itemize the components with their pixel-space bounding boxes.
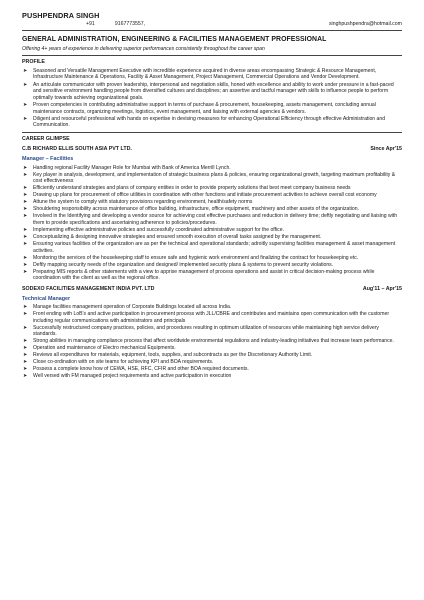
bullet-icon: ➤ (23, 185, 28, 192)
profile-list (22, 68, 402, 133)
bullet-icon: ➤ (23, 254, 28, 261)
phone-prefix: +91 (86, 21, 95, 28)
duty-item: ➤ Ensuring various facilities of the organization are as per the technical and operational standards; adroitly supervising facilities management & asset management activities. (23, 241, 396, 254)
duty-item: ➤ Manage facilities management operation of Corporate Buildings located all across India. (23, 304, 232, 311)
duty-item: ➤ Front ending with LoB's and active participation in procurement process with JLL/CBRE and contributes and maintains open communication with the customer including regular communications with administrators and principals (23, 311, 390, 324)
contact-row (22, 21, 402, 31)
bullet-icon: ➤ (23, 227, 28, 234)
bullet-icon: ➤ (23, 304, 28, 311)
job-dates: Aug'11 – Apr'15 (362, 285, 402, 292)
bullet-icon: ➤ (23, 345, 28, 352)
bullet-icon: ➤ (23, 206, 28, 213)
duty-item: ➤ Shouldering responsibility across maintenance of office building, infrastructure, office equipment, machinery and other assets of the organization. (23, 206, 359, 213)
bullet-icon: ➤ (23, 268, 28, 275)
profile-item: ➤ Seasoned and Versatile Management Executive with incredible experience acquired in diverse areas encompassing Strategic & Resource Management, Infrastructure Maintenance & Operations, Facility & Asset Management, Project Management, Commercial Operations and Vendor Development. (23, 67, 377, 81)
duty-item: ➤ Deftly mapping security needs of the organization and designed/ implemented security plans & systems to prevent security violations. (23, 261, 334, 268)
tagline: Offering 4+ years of experience in delivering superior performances consistently throughout the career span (22, 46, 402, 56)
duty-item: ➤ Well versed with FM managed project requirements and active participation in execution (23, 373, 232, 380)
bullet-icon: ➤ (23, 352, 28, 359)
duty-item: ➤ Possess a complete know how of CEWA, HSE, RFC, CFIR and other BOA required documents. (23, 366, 249, 373)
bullet-icon: ➤ (23, 192, 28, 199)
profile-item: ➤ Diligent and resourceful professional with hands on expertise in devising measures for enhancing Operational Efficiency through effective Administration and Communication. (23, 115, 386, 129)
profile-section-title: PROFILE (22, 58, 45, 65)
duty-item: ➤ Successfully restructured company practices, policies, and procedures resulting in optimum utilization of resources while maintaining high service delivery standards. (23, 324, 379, 338)
duty-item: ➤ Reviews all expenditures for materials, equipment, tools, supplies, and subcontracts as per the Discretionary Authority Limit. (23, 352, 313, 359)
bullet-icon: ➤ (23, 311, 28, 318)
duty-item: ➤ Efficiently understand strategies and plans of company entities in order to provide property solutions that best meet company business needs (23, 185, 351, 192)
bullet-icon: ➤ (23, 373, 28, 380)
duty-item: ➤ Preparing MIS reports & other statements with a view to apprise management of process operations and assist in critical decision-making process while coordination with the client as well as the regional office. (23, 268, 375, 282)
profile-item: ➤ An articulate communicator with proven leadership, interpersonal and negotiation skills, honed with excellence and ability to work under pressure in a fast-paced and sensitive environment handling people from diversified cultures and disciplines; an assertive and tactful manager with skills to influence people to perform optimally towards achieving organizational goals. (23, 81, 394, 101)
company-name: C.B RICHARD ELLIS SOUTH ASIA PVT LTD. (22, 146, 132, 153)
duty-item: ➤ Monitoring the services of the housekeeping staff to ensure safe and hygienic work environment and finalizing the contract for housekeeping etc. (23, 254, 359, 261)
job-role: Manager – Facilities (22, 156, 74, 163)
professional-headline: GENERAL ADMINISTRATION, ENGINEERING & FACILITIES MANAGEMENT PROFESSIONAL (22, 36, 327, 44)
bullet-icon: ➤ (23, 366, 28, 373)
mobile-number: 9167773557, (114, 21, 146, 28)
job-dates: Since Apr'15 (370, 146, 402, 153)
bullet-icon: ➤ (23, 171, 28, 178)
job-company-row (22, 286, 402, 293)
duty-item: ➤ Operation and maintenance of Electro mechanical Equipments. (23, 345, 176, 352)
duty-item: ➤ Attune the system to comply with statutory provisions regarding environment, health/safety norms (23, 199, 253, 206)
bullet-icon: ➤ (23, 261, 28, 268)
profile-item: ➤ Proven competencies in contributing administrative support in terms of purchase & procurement, housekeeping, assets management, concluding annual maintenance contracts, organizing meetings, logistics, event management, and liaising with external agencies & vendors. (23, 101, 376, 115)
duty-item: ➤ Implementing effective administrative policies and successfully coordinated administrative support for the office. (23, 227, 284, 234)
bullet-icon: ➤ (23, 115, 28, 122)
duty-item: ➤ Strong abilities in managing compliance process that affect worldwide environmental regulations and industry-leading initiatives that increase team performance. (23, 338, 394, 345)
bullet-icon: ➤ (23, 199, 28, 206)
duty-item: ➤ Drawing up plans for procurement of office utilities in coordination with other functions and initiate procurement activities to achieve overall cost economy (23, 192, 377, 199)
bullet-icon: ➤ (23, 324, 28, 331)
bullet-icon: ➤ (23, 67, 28, 74)
bullet-icon: ➤ (23, 241, 28, 248)
bullet-icon: ➤ (23, 101, 28, 108)
bullet-icon: ➤ (23, 338, 28, 345)
candidate-name: PUSHPENDRA SINGH (22, 11, 100, 20)
job-company-row (22, 146, 402, 153)
duty-item: ➤ Handling regional Facility Manager Role for Mumbai with Bank of America Merrill Lynch. (23, 164, 231, 171)
duty-item: ➤ Key player in analysis, development, and implementation of strategic business plans & policies, ensuring organizational growth, targeting maximum profitability & cost effectiveness (23, 171, 396, 185)
bullet-icon: ➤ (23, 81, 28, 88)
career-section-title: CAREER GLIMPSE (22, 135, 70, 142)
bullet-icon: ➤ (23, 213, 28, 220)
email-address[interactable]: singhpushpendra@hotmail.com (328, 21, 402, 28)
bullet-icon: ➤ (23, 359, 28, 366)
job-role: Technical Manager (22, 295, 71, 302)
bullet-icon: ➤ (23, 234, 28, 241)
duty-item: ➤ Close co-ordination with on site teams for achieving KPI and BOA requirements. (23, 359, 214, 366)
resume-header (22, 11, 402, 20)
duty-item: ➤ Conceptualizing & designing innovative strategies and ensured smooth execution of overall tasks assigned by the management. (23, 234, 322, 241)
job-duties-list (22, 304, 402, 380)
job-duties-list (22, 165, 402, 282)
duty-item: ➤ Involved in the Identifying and developing a vendor source for achieving cost effective purchases and reduction in delivery time; deftly negotiating and liaising with them to provide specifications and ascertaining adherence to policies/procedures. (23, 213, 398, 227)
bullet-icon: ➤ (23, 164, 28, 171)
company-name: SODEXO FACILITIES MANAGEMENT INDIA PVT. LTD (22, 285, 155, 292)
